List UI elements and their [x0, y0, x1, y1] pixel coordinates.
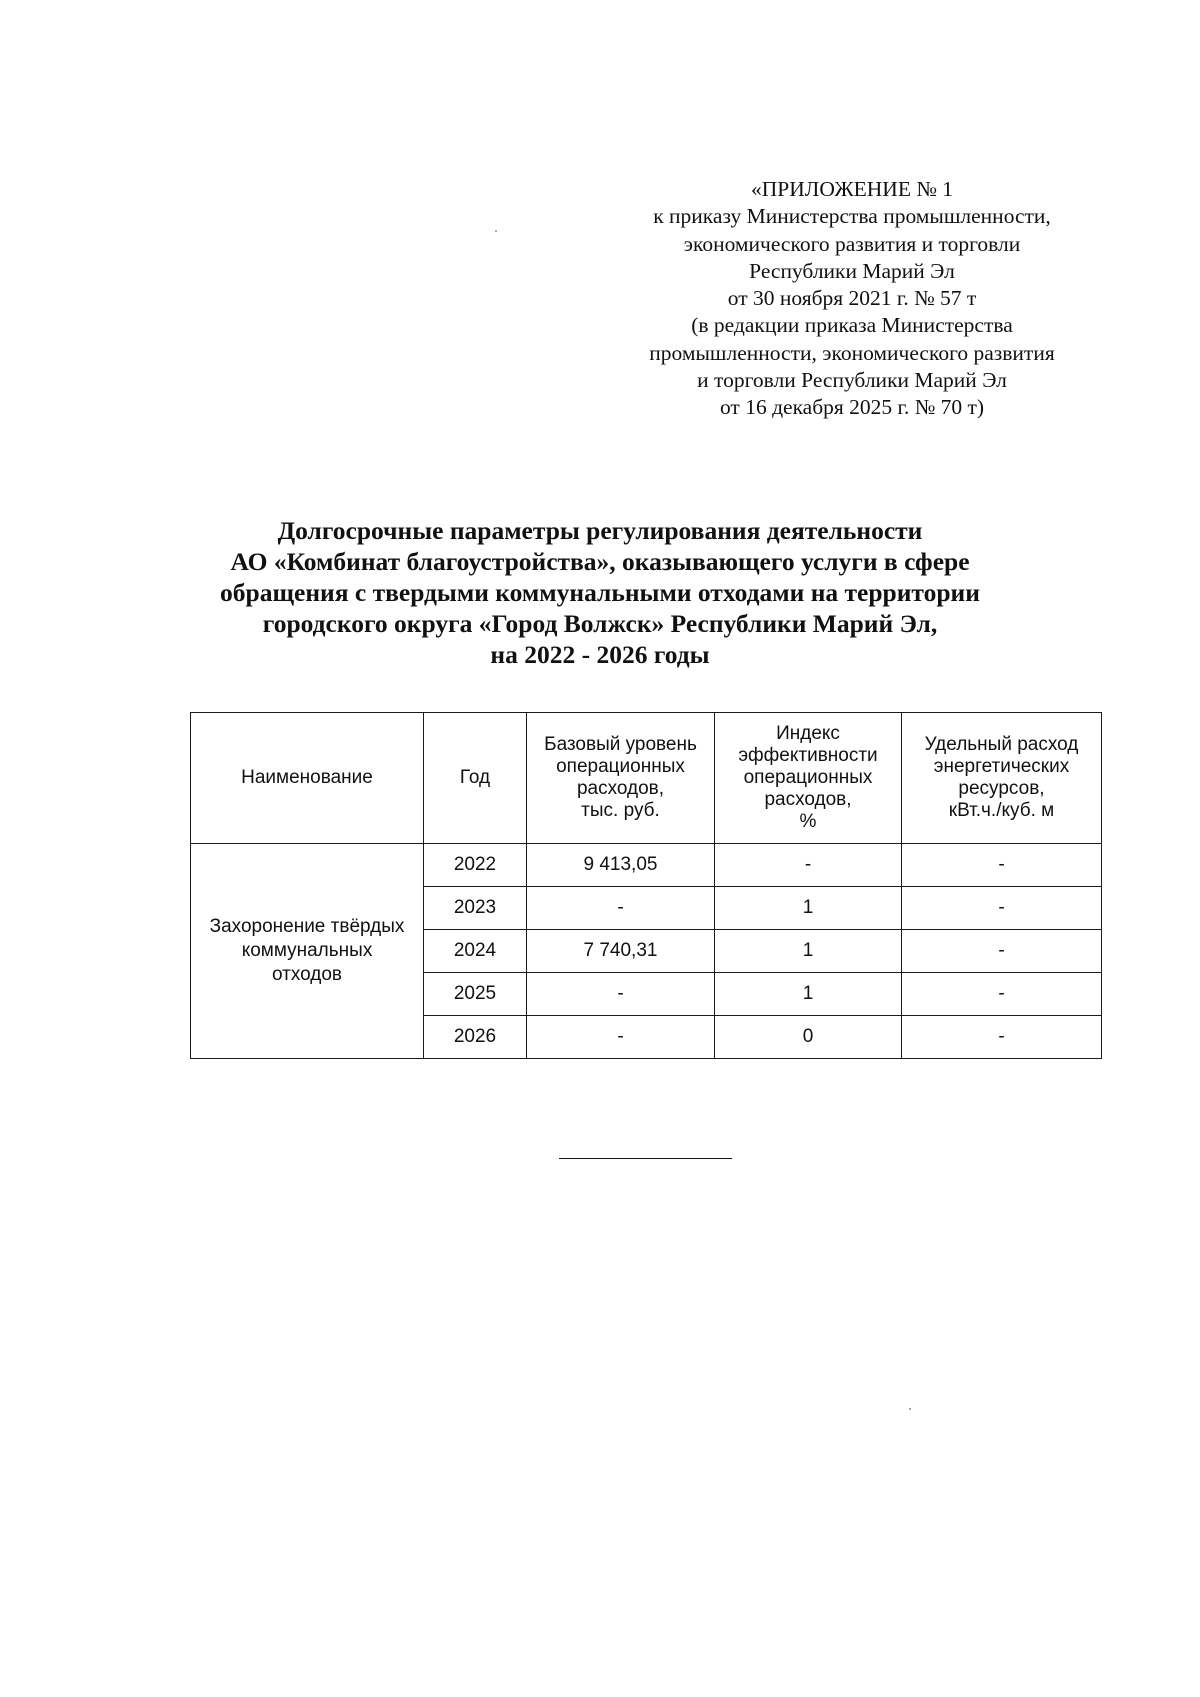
energy-cell: - — [902, 844, 1102, 887]
appendix-line: от 30 ноября 2021 г. № 57 т — [727, 286, 977, 311]
header-year — [424, 713, 527, 844]
appendix-line: промышленности, экономического развития — [649, 340, 1055, 365]
header-efficiency-index — [715, 713, 902, 844]
title-line: обращения с твердыми коммунальными отходами на территории — [220, 578, 980, 607]
index-cell: 0 — [715, 1016, 902, 1059]
base-level-cell: - — [527, 887, 715, 930]
service-name-line: отходов — [271, 964, 343, 985]
end-rule-divider — [559, 1158, 732, 1159]
base-level-cell: 7 740,31 — [527, 930, 715, 973]
table-row — [191, 844, 1102, 887]
appendix-line: от 16 декабря 2025 г. № 70 т) — [719, 395, 985, 420]
appendix-line: и торговли Республики Марий Эл — [697, 368, 1007, 393]
appendix-line: (в редакции приказа Министерства — [691, 313, 1013, 338]
title-line: Долгосрочные параметры регулирования деятельности — [277, 516, 923, 545]
index-cell: - — [715, 844, 902, 887]
header-index-line: эффективности — [738, 745, 878, 766]
table-header-row — [191, 713, 1102, 844]
service-name-line: Захоронение твёрдых — [209, 916, 405, 937]
service-name-line: коммунальных — [241, 940, 373, 961]
header-base-line: Базовый уровень — [544, 734, 697, 755]
appendix-line: к приказу Министерства промышленности, — [653, 204, 1051, 229]
header-base-line: операционных — [556, 756, 685, 777]
appendix-block — [602, 176, 1102, 422]
header-energy-line: кВт.ч./куб. м — [948, 800, 1055, 821]
header-year-text: Год — [459, 767, 491, 788]
header-energy-line: Удельный расход — [924, 734, 1079, 755]
index-cell: 1 — [715, 887, 902, 930]
energy-cell: - — [902, 973, 1102, 1016]
header-name-text: Наименование — [241, 767, 373, 788]
title-line: на 2022 - 2026 годы — [490, 640, 710, 669]
header-name — [191, 713, 424, 844]
index-cell: 1 — [715, 973, 902, 1016]
parameters-table — [190, 712, 1102, 1059]
header-energy-line: ресурсов, — [958, 778, 1045, 799]
header-index-line: Индекс — [776, 723, 840, 744]
index-cell: 1 — [715, 930, 902, 973]
base-level-cell: - — [527, 1016, 715, 1059]
appendix-line: Республики Марий Эл — [749, 258, 955, 283]
title-line: АО «Комбинат благоустройства», оказывающего услуги в сфере — [230, 547, 970, 576]
year-cell: 2022 — [424, 844, 527, 887]
base-level-cell: 9 413,05 — [527, 844, 715, 887]
year-cell: 2023 — [424, 887, 527, 930]
scan-speck — [495, 230, 497, 232]
header-index-line: % — [799, 811, 817, 832]
energy-cell: - — [902, 930, 1102, 973]
header-base-line: тыс. руб. — [581, 800, 660, 821]
header-energy-line: энергетических — [933, 756, 1070, 777]
document-title — [150, 515, 1050, 670]
service-name-cell — [191, 844, 424, 1059]
header-index-line: операционных — [743, 767, 873, 788]
scan-speck — [909, 1408, 911, 1410]
base-level-cell: - — [527, 973, 715, 1016]
header-index-line: расходов, — [764, 789, 852, 810]
appendix-line: «ПРИЛОЖЕНИЕ № 1 — [751, 177, 953, 201]
energy-cell: - — [902, 1016, 1102, 1059]
year-cell: 2024 — [424, 930, 527, 973]
year-cell: 2025 — [424, 973, 527, 1016]
energy-cell: - — [902, 887, 1102, 930]
appendix-line: экономического развития и торговли — [683, 231, 1021, 256]
header-energy-consumption — [902, 713, 1102, 844]
header-base-level — [527, 713, 715, 844]
header-base-line: расходов, — [576, 778, 665, 799]
title-line: городского округа «Город Волжск» Республики Марий Эл, — [262, 609, 938, 638]
year-cell: 2026 — [424, 1016, 527, 1059]
